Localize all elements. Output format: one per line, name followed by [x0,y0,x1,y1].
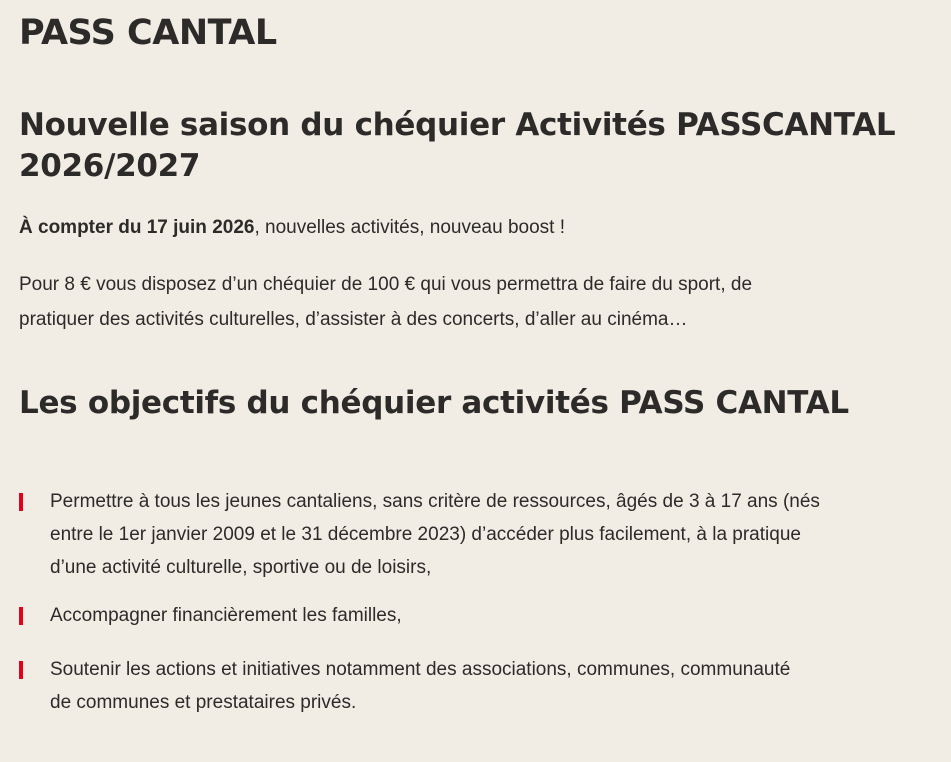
red-bullet-marker [19,493,23,511]
heading-line: PASSCANTAL 2026/2027 [19,107,896,184]
list-item [19,653,929,719]
list-item-line: Soutenir les actions et initiatives notamment des associations, communes, communauté [50,659,791,680]
list-item [19,599,929,632]
list-item [19,485,929,584]
page-title: PASS CANTAL [19,13,277,53]
list-item-line: Accompagner financièrement les familles, [50,605,402,626]
heading-line: Nouvelle saison du chéquier Activités [19,107,666,143]
paragraph-line: Pour 8 € vous disposez d’un chéquier de 100 € qui vous permettra de faire du sport, de [19,274,753,295]
section-heading-objectifs [19,383,919,424]
heading-line: CANTAL [715,385,849,421]
intro-date: À compter du 17 juin 2026 [19,217,255,238]
list-item-line: de communes et prestataires privés. [50,692,357,713]
intro-text: , nouvelles activités, nouveau boost ! [254,217,565,238]
section-heading-saison [19,105,919,187]
list-item-line: d’une activité culturelle, sportive ou de loisirs, [50,557,432,578]
paragraph-line: pratiquer des activités culturelles, d’assister à des concerts, d’aller au cinéma… [19,309,688,330]
list-item-line: Permettre à tous les jeunes cantaliens, sans critère de ressources, âgés de 3 à 17 ans (nés [50,491,820,512]
heading-line: Les objectifs du chéquier activités PASS [19,385,706,421]
intro-paragraph [19,210,919,245]
list-item-line: entre le 1er janvier 2009 et le 31 décembre 2023) d’accéder plus facilement, à la pratique [50,524,801,545]
description-paragraph [19,267,919,337]
red-bullet-marker [19,661,23,679]
red-bullet-marker [19,607,23,625]
